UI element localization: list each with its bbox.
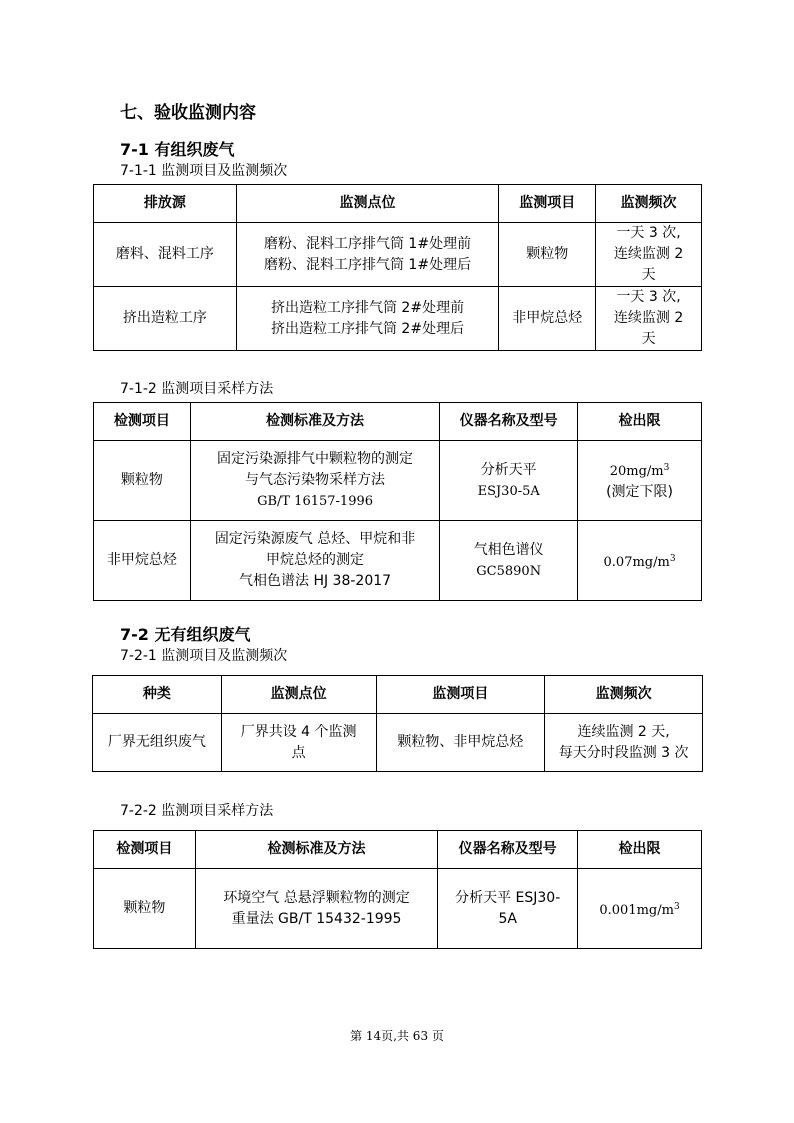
header-kind: 种类 bbox=[93, 676, 222, 714]
item-cell: 非甲烷总烃 bbox=[499, 287, 596, 351]
table-7-2-1 bbox=[92, 675, 703, 772]
table-row bbox=[94, 521, 702, 601]
limit-text: 20mg/m bbox=[609, 464, 664, 479]
point-line: 厂界共设 4 个监测 bbox=[240, 723, 357, 740]
table-header-row bbox=[94, 185, 702, 223]
method-line: 与气态污染物采样方法 bbox=[245, 472, 386, 488]
header-source: 排放源 bbox=[94, 185, 237, 223]
kind-cell: 厂界无组织废气 bbox=[93, 714, 222, 772]
instrument-line: ESJ30-5A bbox=[477, 483, 540, 499]
points-cell bbox=[221, 714, 376, 772]
header-instrument: 仪器名称及型号 bbox=[440, 403, 578, 441]
table-caption-7-1-1: 7-1-1 监测项目及监测频次 bbox=[120, 163, 288, 179]
header-limit: 检出限 bbox=[578, 403, 702, 441]
method-cell bbox=[190, 441, 439, 521]
header-item: 监测项目 bbox=[376, 676, 545, 714]
table-caption-7-1-2: 7-1-2 监测项目采样方法 bbox=[120, 381, 274, 397]
freq-line: 一天 3 次, bbox=[616, 225, 681, 241]
table-7-1-2 bbox=[93, 402, 702, 601]
limit-text: 0.001mg/m bbox=[599, 902, 674, 918]
frequency-cell bbox=[596, 287, 702, 351]
table-row bbox=[94, 441, 702, 521]
point-line: 磨粉、混料工序排气筒 1#处理后 bbox=[263, 256, 472, 273]
method-line: 固定污染源废气 总烃、甲烷和非 bbox=[214, 531, 416, 547]
item-cell: 颗粒物 bbox=[94, 869, 196, 949]
header-method: 检测标准及方法 bbox=[195, 831, 438, 869]
freq-line: 每天分时段监测 3 次 bbox=[558, 744, 689, 761]
table-row bbox=[94, 287, 702, 351]
table-header-row bbox=[94, 831, 702, 869]
page-footer: 第 14页,共 63 页 bbox=[350, 1029, 444, 1043]
limit-sup: 3 bbox=[669, 553, 676, 564]
section-title: 七、验收监测内容 bbox=[120, 103, 256, 123]
points-cell bbox=[236, 223, 499, 287]
instrument-line: GC5890N bbox=[476, 563, 542, 579]
subsection-title-7-1: 7-1 有组织废气 bbox=[120, 140, 235, 159]
point-line: 挤出造粒工序排气筒 2#处理前 bbox=[270, 299, 465, 316]
method-line: 环境空气 总悬浮颗粒物的测定 bbox=[223, 889, 410, 906]
header-item: 检测项目 bbox=[94, 403, 191, 441]
point-line: 挤出造粒工序排气筒 2#处理后 bbox=[270, 320, 465, 337]
method-line: 气相色谱法 HJ 38-2017 bbox=[239, 573, 392, 589]
freq-line: 连续监测 2 天, bbox=[577, 723, 670, 740]
frequency-cell bbox=[545, 714, 703, 772]
instrument-line: 分析天平 ESJ30- bbox=[455, 889, 561, 906]
source-cell: 磨料、混料工序 bbox=[94, 223, 237, 287]
source-cell: 挤出造粒工序 bbox=[94, 287, 237, 351]
header-method: 检测标准及方法 bbox=[190, 403, 439, 441]
subsection-title-7-2: 7-2 无有组织废气 bbox=[120, 625, 251, 644]
limit-text: 0.07mg/m bbox=[603, 554, 670, 570]
header-item: 监测项目 bbox=[499, 185, 596, 223]
item-cell: 非甲烷总烃 bbox=[94, 521, 191, 601]
instrument-cell bbox=[440, 521, 578, 601]
freq-line: 一天 3 次, bbox=[616, 289, 681, 305]
header-points: 监测点位 bbox=[221, 676, 376, 714]
method-line: 甲烷总烃的测定 bbox=[266, 552, 365, 568]
item-cell: 颗粒物 bbox=[94, 441, 191, 521]
limit-note: (测定下限) bbox=[606, 484, 674, 500]
table-row bbox=[94, 223, 702, 287]
table-7-2-2 bbox=[93, 830, 702, 949]
item-cell: 颗粒物 bbox=[499, 223, 596, 287]
limit-value bbox=[581, 458, 698, 482]
table-7-1-1 bbox=[93, 184, 702, 351]
table-header-row bbox=[94, 403, 702, 441]
instrument-line: 分析天平 bbox=[480, 461, 537, 478]
limit-sup: 3 bbox=[673, 901, 680, 912]
method-line: GB/T 16157-1996 bbox=[257, 494, 374, 509]
item-cell: 颗粒物、非甲烷总烃 bbox=[376, 714, 545, 772]
table-caption-7-2-1: 7-2-1 监测项目及监测频次 bbox=[120, 648, 288, 664]
instrument-cell bbox=[438, 869, 578, 949]
freq-line: 天 bbox=[641, 331, 656, 347]
points-cell bbox=[236, 287, 499, 351]
method-line: 重量法 GB/T 15432-1995 bbox=[231, 910, 402, 927]
frequency-cell bbox=[596, 223, 702, 287]
freq-line: 连续监测 2 bbox=[613, 246, 684, 262]
table-row bbox=[93, 714, 703, 772]
header-limit: 检出限 bbox=[578, 831, 702, 869]
limit-sup: 3 bbox=[663, 463, 670, 473]
instrument-line: 5A bbox=[498, 910, 517, 927]
instrument-line: 气相色谱仪 bbox=[473, 541, 544, 558]
instrument-cell bbox=[440, 441, 578, 521]
header-item: 检测项目 bbox=[94, 831, 196, 869]
header-frequency: 监测频次 bbox=[545, 676, 703, 714]
limit-cell bbox=[578, 441, 702, 521]
table-row bbox=[94, 869, 702, 949]
limit-value bbox=[581, 549, 698, 573]
header-frequency: 监测频次 bbox=[596, 185, 702, 223]
method-cell bbox=[195, 869, 438, 949]
limit-cell bbox=[578, 521, 702, 601]
freq-line: 连续监测 2 bbox=[613, 310, 684, 326]
table-header-row bbox=[93, 676, 703, 714]
table-caption-7-2-2: 7-2-2 监测项目采样方法 bbox=[120, 803, 274, 819]
point-line: 点 bbox=[291, 744, 306, 761]
freq-line: 天 bbox=[641, 267, 656, 283]
header-points: 监测点位 bbox=[236, 185, 499, 223]
limit-cell bbox=[578, 869, 702, 949]
method-cell bbox=[190, 521, 439, 601]
point-line: 磨粉、混料工序排气筒 1#处理前 bbox=[263, 235, 472, 252]
header-instrument: 仪器名称及型号 bbox=[438, 831, 578, 869]
method-line: 固定污染源排气中颗粒物的测定 bbox=[217, 451, 414, 467]
limit-value bbox=[581, 897, 698, 921]
